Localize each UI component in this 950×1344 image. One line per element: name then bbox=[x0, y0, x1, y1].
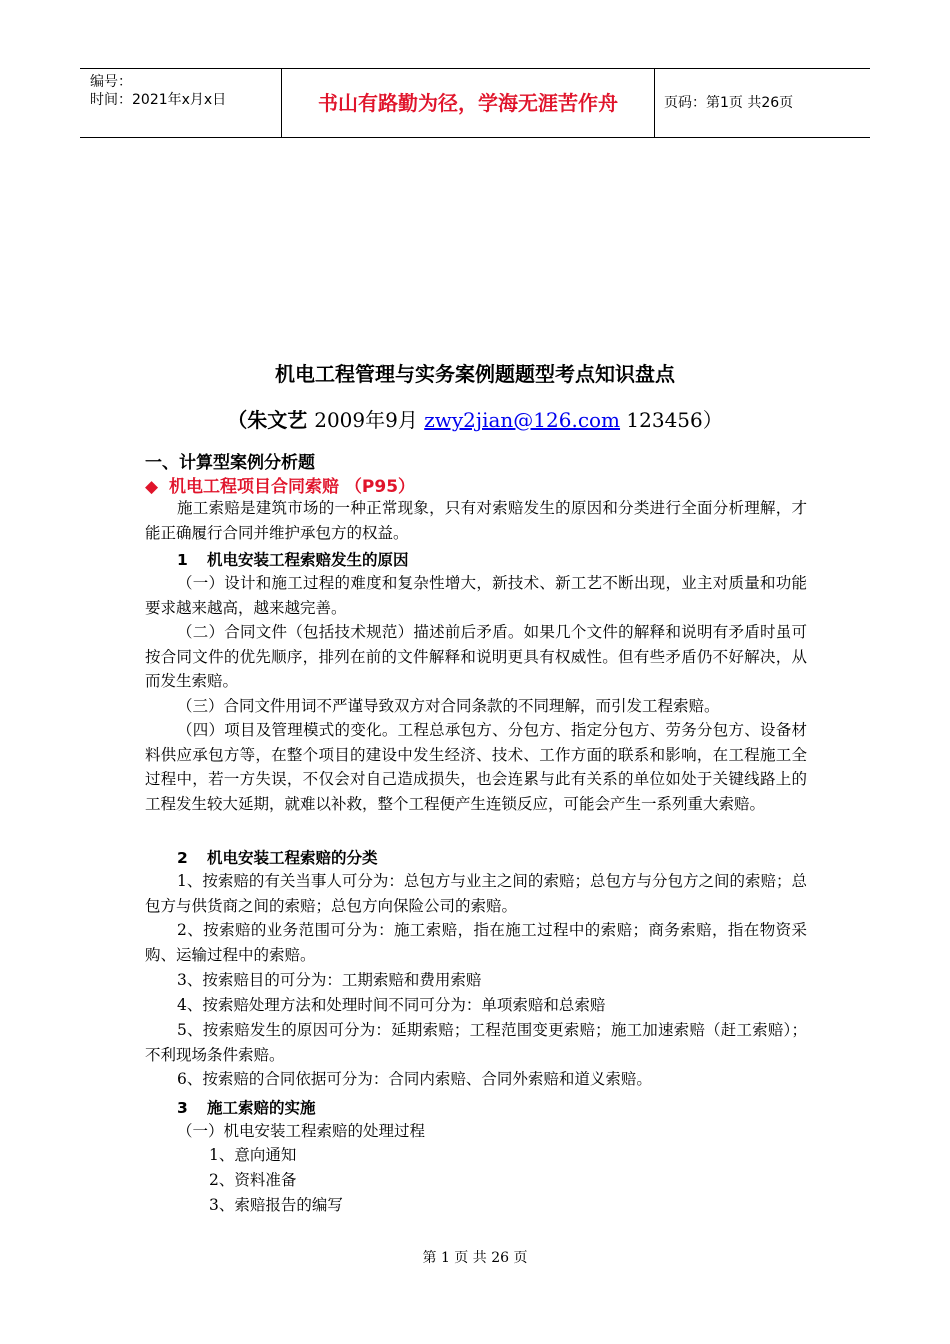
heading-number: 2 bbox=[177, 849, 188, 867]
heading-number: 3 bbox=[177, 1099, 188, 1117]
subsection-heading bbox=[145, 472, 415, 497]
subtitle-tail: 123456） bbox=[620, 408, 723, 432]
header-motto: 书山有路勤为径，学海无涯苦作舟 bbox=[318, 91, 618, 115]
heading-number: 1 bbox=[177, 551, 188, 569]
class-paragraph-3: 3、按索赔目的可分为：工期索赔和费用索赔 bbox=[177, 971, 482, 989]
heading-classification bbox=[177, 846, 378, 868]
section-heading: 一、计算型案例分析题 bbox=[145, 453, 315, 473]
subsection-heading-text: 机电工程项目合同索赔 （P95） bbox=[169, 477, 416, 497]
diamond-icon: ◆ bbox=[145, 477, 159, 497]
header-page-label: 页码：第1页 共26页 bbox=[664, 95, 794, 111]
cause-paragraph-4: （四）项目及管理模式的变化。工程总承包方、分包方、指定分包方、劳务分包方、设备材料供应承包方等，在整个项目的建设中发生经济、技术、工作方面的联系和影响，在工程施工全过程中，若一方失误，不仅会对自己造成损失，也会连累与此有关系的单位如处于关键线路上的工程发生较大延期，就难以补救，整个工程便产生连锁反应，可能会产生一系列重大索赔。 bbox=[145, 721, 807, 813]
class-paragraph-1: 1、按索赔的有关当事人可分为：总包方与业主之间的索赔；总包方与分包方之间的索赔；总包方与供货商之间的索赔；总包方向保险公司的索赔。 bbox=[145, 872, 807, 915]
process-title: （一）机电安装工程索赔的处理过程 bbox=[177, 1122, 426, 1140]
page-header bbox=[80, 68, 870, 138]
document-title: 机电工程管理与实务案例题题型考点知识盘点 bbox=[275, 362, 675, 386]
class-paragraph-2: 2、按索赔的业务范围可分为：施工索赔，指在施工过程中的索赔；商务索赔，指在物资采购、运输过程中的索赔。 bbox=[145, 921, 807, 964]
cause-paragraph-3: （三）合同文件用词不严谨导致双方对合同条款的不同理解，而引发工程索赔。 bbox=[177, 697, 720, 715]
cause-paragraph-2: （二）合同文件（包括技术规范）描述前后矛盾。如果几个文件的解释和说明有矛盾时虽可按合同文件的优先顺序，排列在前的文件解释和说明更具有权威性。但有些矛盾仍不好解决，从而发生索赔。 bbox=[145, 623, 807, 690]
list-item: 3、索赔报告的编写 bbox=[209, 1196, 343, 1214]
subtitle-email-link[interactable]: zwy2jian@126.com bbox=[424, 408, 621, 432]
time-label: 时间：2021年x月x日 bbox=[90, 92, 227, 108]
heading-text: 机电安装工程索赔的分类 bbox=[207, 849, 378, 867]
list-item: 1、意向通知 bbox=[209, 1146, 297, 1164]
heading-text: 施工索赔的实施 bbox=[207, 1099, 316, 1117]
header-info-cell bbox=[80, 69, 280, 137]
intro-paragraph: 施工索赔是建筑市场的一种正常现象，只有对索赔发生的原因和分类进行全面分析理解，才能正确履行合同并维护承包方的权益。 bbox=[145, 499, 807, 542]
heading-causes bbox=[177, 548, 409, 570]
subtitle-author: （朱文艺 bbox=[227, 408, 315, 432]
number-label: 编号： bbox=[90, 74, 132, 90]
cause-paragraph-1: （一）设计和施工过程的难度和复杂性增大，新技术、新工艺不断出现，业主对质量和功能要求越来越高，越来越完善。 bbox=[145, 574, 807, 617]
class-paragraph-6: 6、按索赔的合同依据可分为：合同内索赔、合同外索赔和道义索赔。 bbox=[177, 1070, 652, 1088]
header-divider bbox=[654, 69, 655, 137]
subtitle-date: 2009年9月 bbox=[314, 408, 425, 432]
class-paragraph-5: 5、按索赔发生的原因可分为：延期索赔；工程范围变更索赔；施工加速索赔（赶工索赔）；不利现场条件索赔。 bbox=[145, 1021, 807, 1064]
document-subtitle bbox=[0, 404, 950, 433]
page-footer: 第 1 页 共 26 页 bbox=[422, 1250, 528, 1266]
heading-text: 机电安装工程索赔发生的原因 bbox=[207, 551, 409, 569]
class-paragraph-4: 4、按索赔处理方法和处理时间不同可分为：单项索赔和总索赔 bbox=[177, 996, 606, 1014]
heading-implementation bbox=[177, 1096, 316, 1118]
list-item: 2、资料准备 bbox=[209, 1171, 297, 1189]
